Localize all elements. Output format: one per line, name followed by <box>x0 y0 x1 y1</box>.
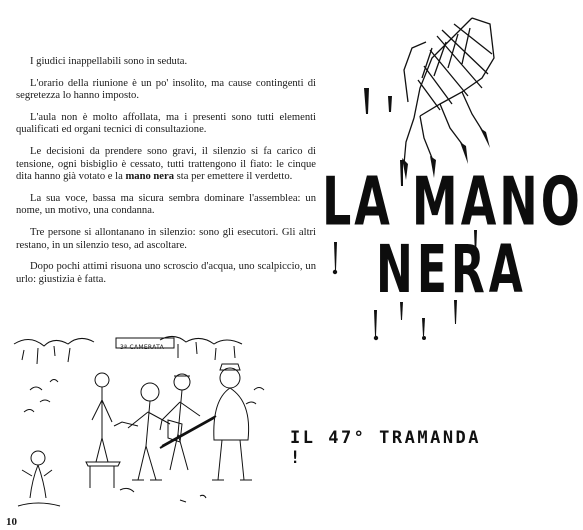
page-number: 10 <box>6 516 17 528</box>
paragraph-4 <box>16 146 316 184</box>
paragraph-6: Tre persone si allontanano in silenzio: sono gli esecutori. Gli altri restano, in un silenzio teso, ad ascoltare. <box>16 226 316 251</box>
title-la-mano: LA MANO <box>322 162 583 241</box>
paragraph-1: I giudici inappellabili sono in seduta. <box>30 56 188 67</box>
paragraph-4-start: Le decisioni da prendere sono gravi, il silenzio si fa carico di tensione, ogni bisbiglio è cessato, tutti trattengono il fiato: le cinque dita hanno già votato e la <box>16 145 316 183</box>
headline: IL 47° TRAMANDA ! <box>290 428 482 468</box>
paragraph-3: L'aula non è molto affollata, ma i presenti sono tutti elementi qualificati ed organi tecnici di consultazione. <box>16 111 316 136</box>
mano-nera-emphasis: mano nera <box>125 171 175 183</box>
paragraph-7: Dopo pochi attimi risuona uno scroscio d'acqua, uno scalpiccio, un urlo: giustizia è fatta. <box>16 261 316 285</box>
cartoon-illustration <box>10 330 272 518</box>
cartoon-sign-label: 3ª CAMERATA <box>120 344 164 351</box>
paragraph-4-end: sta per emettere il verdetto. <box>176 171 293 183</box>
paragraph-5: La sua voce, bassa ma sicura sembra dominare l'assemblea: un nome, un motivo, una condanna. <box>16 192 316 217</box>
article-text <box>16 56 316 295</box>
paragraph-2: L'orario della riunione è un po' insolito, ma cause contingenti di segretezza lo hanno imposto. <box>16 77 316 102</box>
title-nera: NERA <box>376 232 527 309</box>
